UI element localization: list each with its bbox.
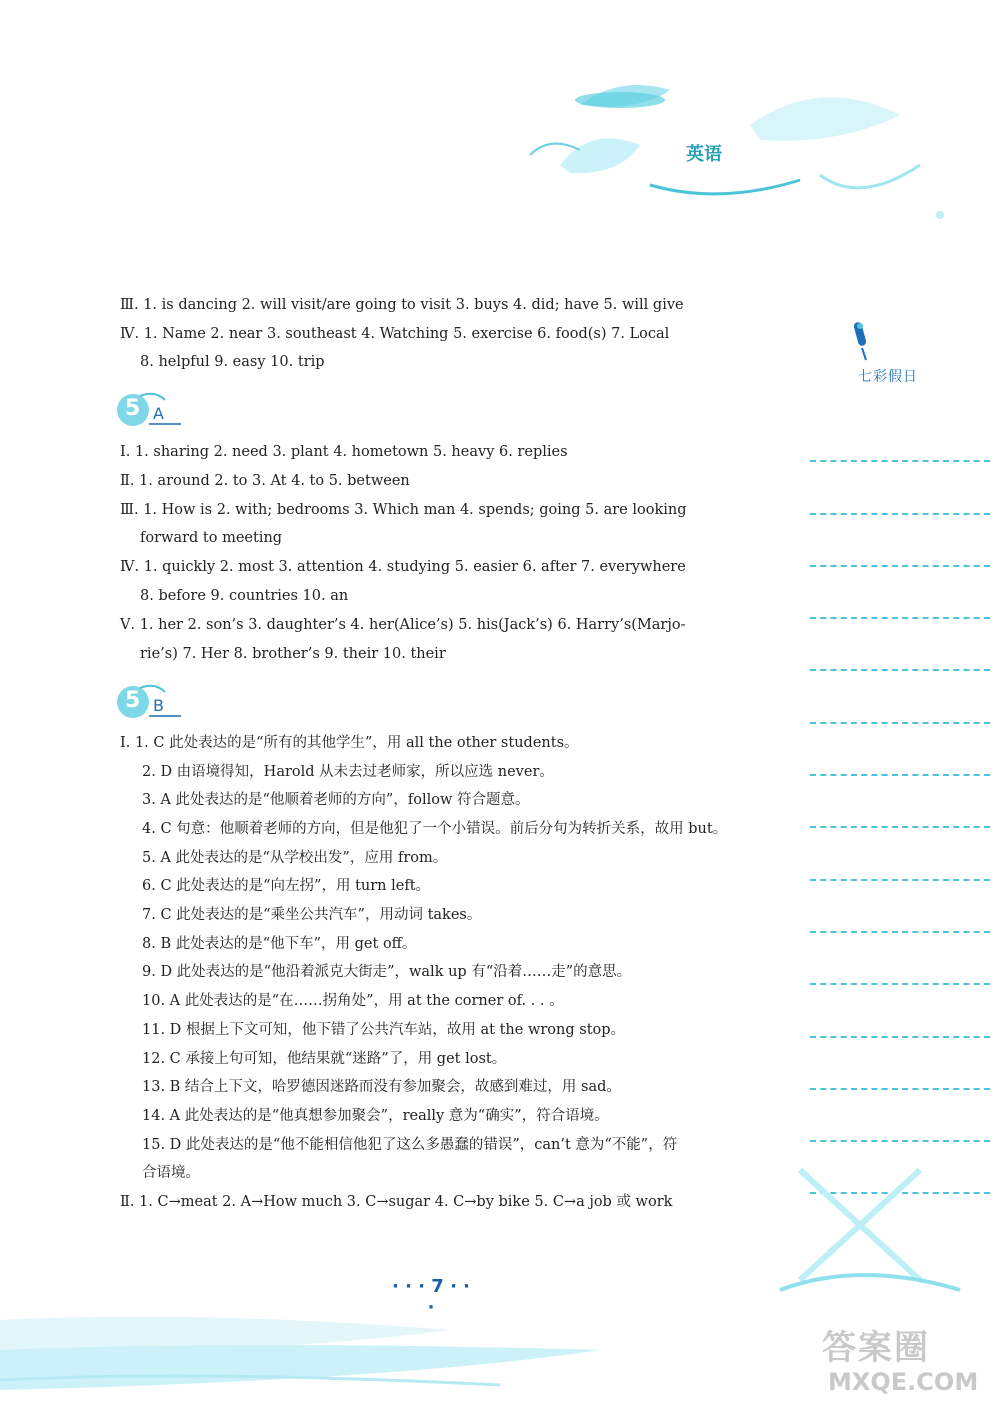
answer-line: 8. helpful 9. easy 10. trip [140,354,325,370]
answer-line: 13. B 结合上下文，哈罗德因迷路而没有参加聚会，故感到难过，用 sad。 [142,1079,621,1095]
answer-line: Ⅲ. 1. How is 2. with; bedrooms 3. Which man 4. spends; going 5. are looking [120,502,687,518]
answer-line: 10. A 此处表达的是“在……拐角处”，用 at the corner of. . . 。 [142,993,564,1009]
answer-line: 12. C 承接上句可知，他结果就“迷路”了，用 get lost。 [142,1051,507,1067]
pen-icon [850,320,880,362]
note-line [810,881,990,933]
note-line [810,933,990,985]
note-line [810,1090,990,1142]
answer-line: 6. C 此处表达的是“向左拐”，用 turn left。 [142,878,431,894]
note-line [810,410,990,462]
answer-line: 2. D 由语境得知，Harold 从未去过老师家，所以应选 never。 [142,764,554,780]
answer-line: 5. A 此处表达的是“从学校出发”，应用 from。 [142,850,448,866]
answer-line: 合语境。 [142,1165,200,1181]
answer-line: Ⅱ. 1. C→meat 2. A→How much 3. C→sugar 4. C→by bike 5. C→a job 或 work [120,1194,673,1210]
watermark [818,1320,998,1405]
answer-line: Ⅲ. 1. is dancing 2. will visit/are going to visit 3. buys 4. did; have 5. will give [120,297,684,313]
badge-letter: A [153,404,164,423]
answer-line: rie’s) 7. Her 8. brother’s 9. their 10. their [140,646,446,662]
answer-line: Ⅴ. 1. her 2. son’s 3. daughter’s 4. her(Alice’s) 5. his(Jack’s) 6. Harry’s(Marjo- [120,617,686,633]
section-badge-5b [115,682,185,722]
corner-decoration [760,1150,1000,1310]
note-line [810,671,990,723]
note-line [810,724,990,776]
answer-line: 8. B 此处表达的是“他下车”，用 get off。 [142,936,417,952]
answer-line: 4. C 句意：他顺着老师的方向，但是他犯了一个小错误。前后分句为转折关系，故用 but。 [142,821,728,837]
note-line [810,985,990,1037]
note-line [810,567,990,619]
note-lines [810,410,990,1194]
note-line [810,515,990,567]
badge-number: 5 [125,688,141,713]
answer-line: Ⅱ. 1. around 2. to 3. At 4. to 5. between [120,473,410,489]
answer-line: 8. before 9. countries 10. an [140,588,349,604]
answer-line: Ⅳ. 1. quickly 2. most 3. attention 4. studying 5. easier 6. after 7. everywhere [120,559,686,575]
note-line [810,462,990,514]
answer-line: 9. D 此处表达的是“他沿着派克大街走”，walk up 有“沿着……走”的意思。 [142,964,632,980]
answer-line: Ⅰ. 1. sharing 2. need 3. plant 4. hometown 5. heavy 6. replies [120,444,568,460]
answer-line: 7. C 此处表达的是“乘坐公共汽车”，用动词 takes。 [142,907,482,923]
answer-line: 14. A 此处表达的是“他真想参加聚会”，really 意为“确实”，符合语境。 [142,1108,609,1124]
badge-letter: B [153,696,164,715]
note-line [810,619,990,671]
header-decoration [500,55,970,235]
answer-line: 15. D 此处表达的是“他不能相信他犯了这么多愚蠢的错误”，can’t 意为“不能”，符 [142,1137,678,1153]
watermark-text: 答案圈 [822,1328,930,1368]
page-number: · · · 7 · · · [391,1276,471,1318]
note-line [810,1038,990,1090]
side-brand [842,320,942,390]
answer-line: Ⅳ. 1. Name 2. near 3. southeast 4. Watching 5. exercise 6. food(s) 7. Local [120,326,670,342]
watermark-url: MXQE.COM [828,1368,979,1396]
note-line [810,776,990,828]
subject-title: 英语 [686,144,722,165]
answer-line: forward to meeting [140,530,283,546]
answer-line: 3. A 此处表达的是“他顺着老师的方向”，follow 符合题意。 [142,792,530,808]
badge-number: 5 [125,396,141,421]
section-badge-5a [115,390,185,430]
brand-label: 七彩假日 [858,369,918,385]
answer-line: Ⅰ. 1. C 此处表达的是“所有的其他学生”，用 all the other students。 [120,735,579,751]
answer-line: 11. D 根据上下文可知，他下错了公共汽车站，故用 at the wrong stop。 [142,1022,626,1038]
note-line [810,828,990,880]
